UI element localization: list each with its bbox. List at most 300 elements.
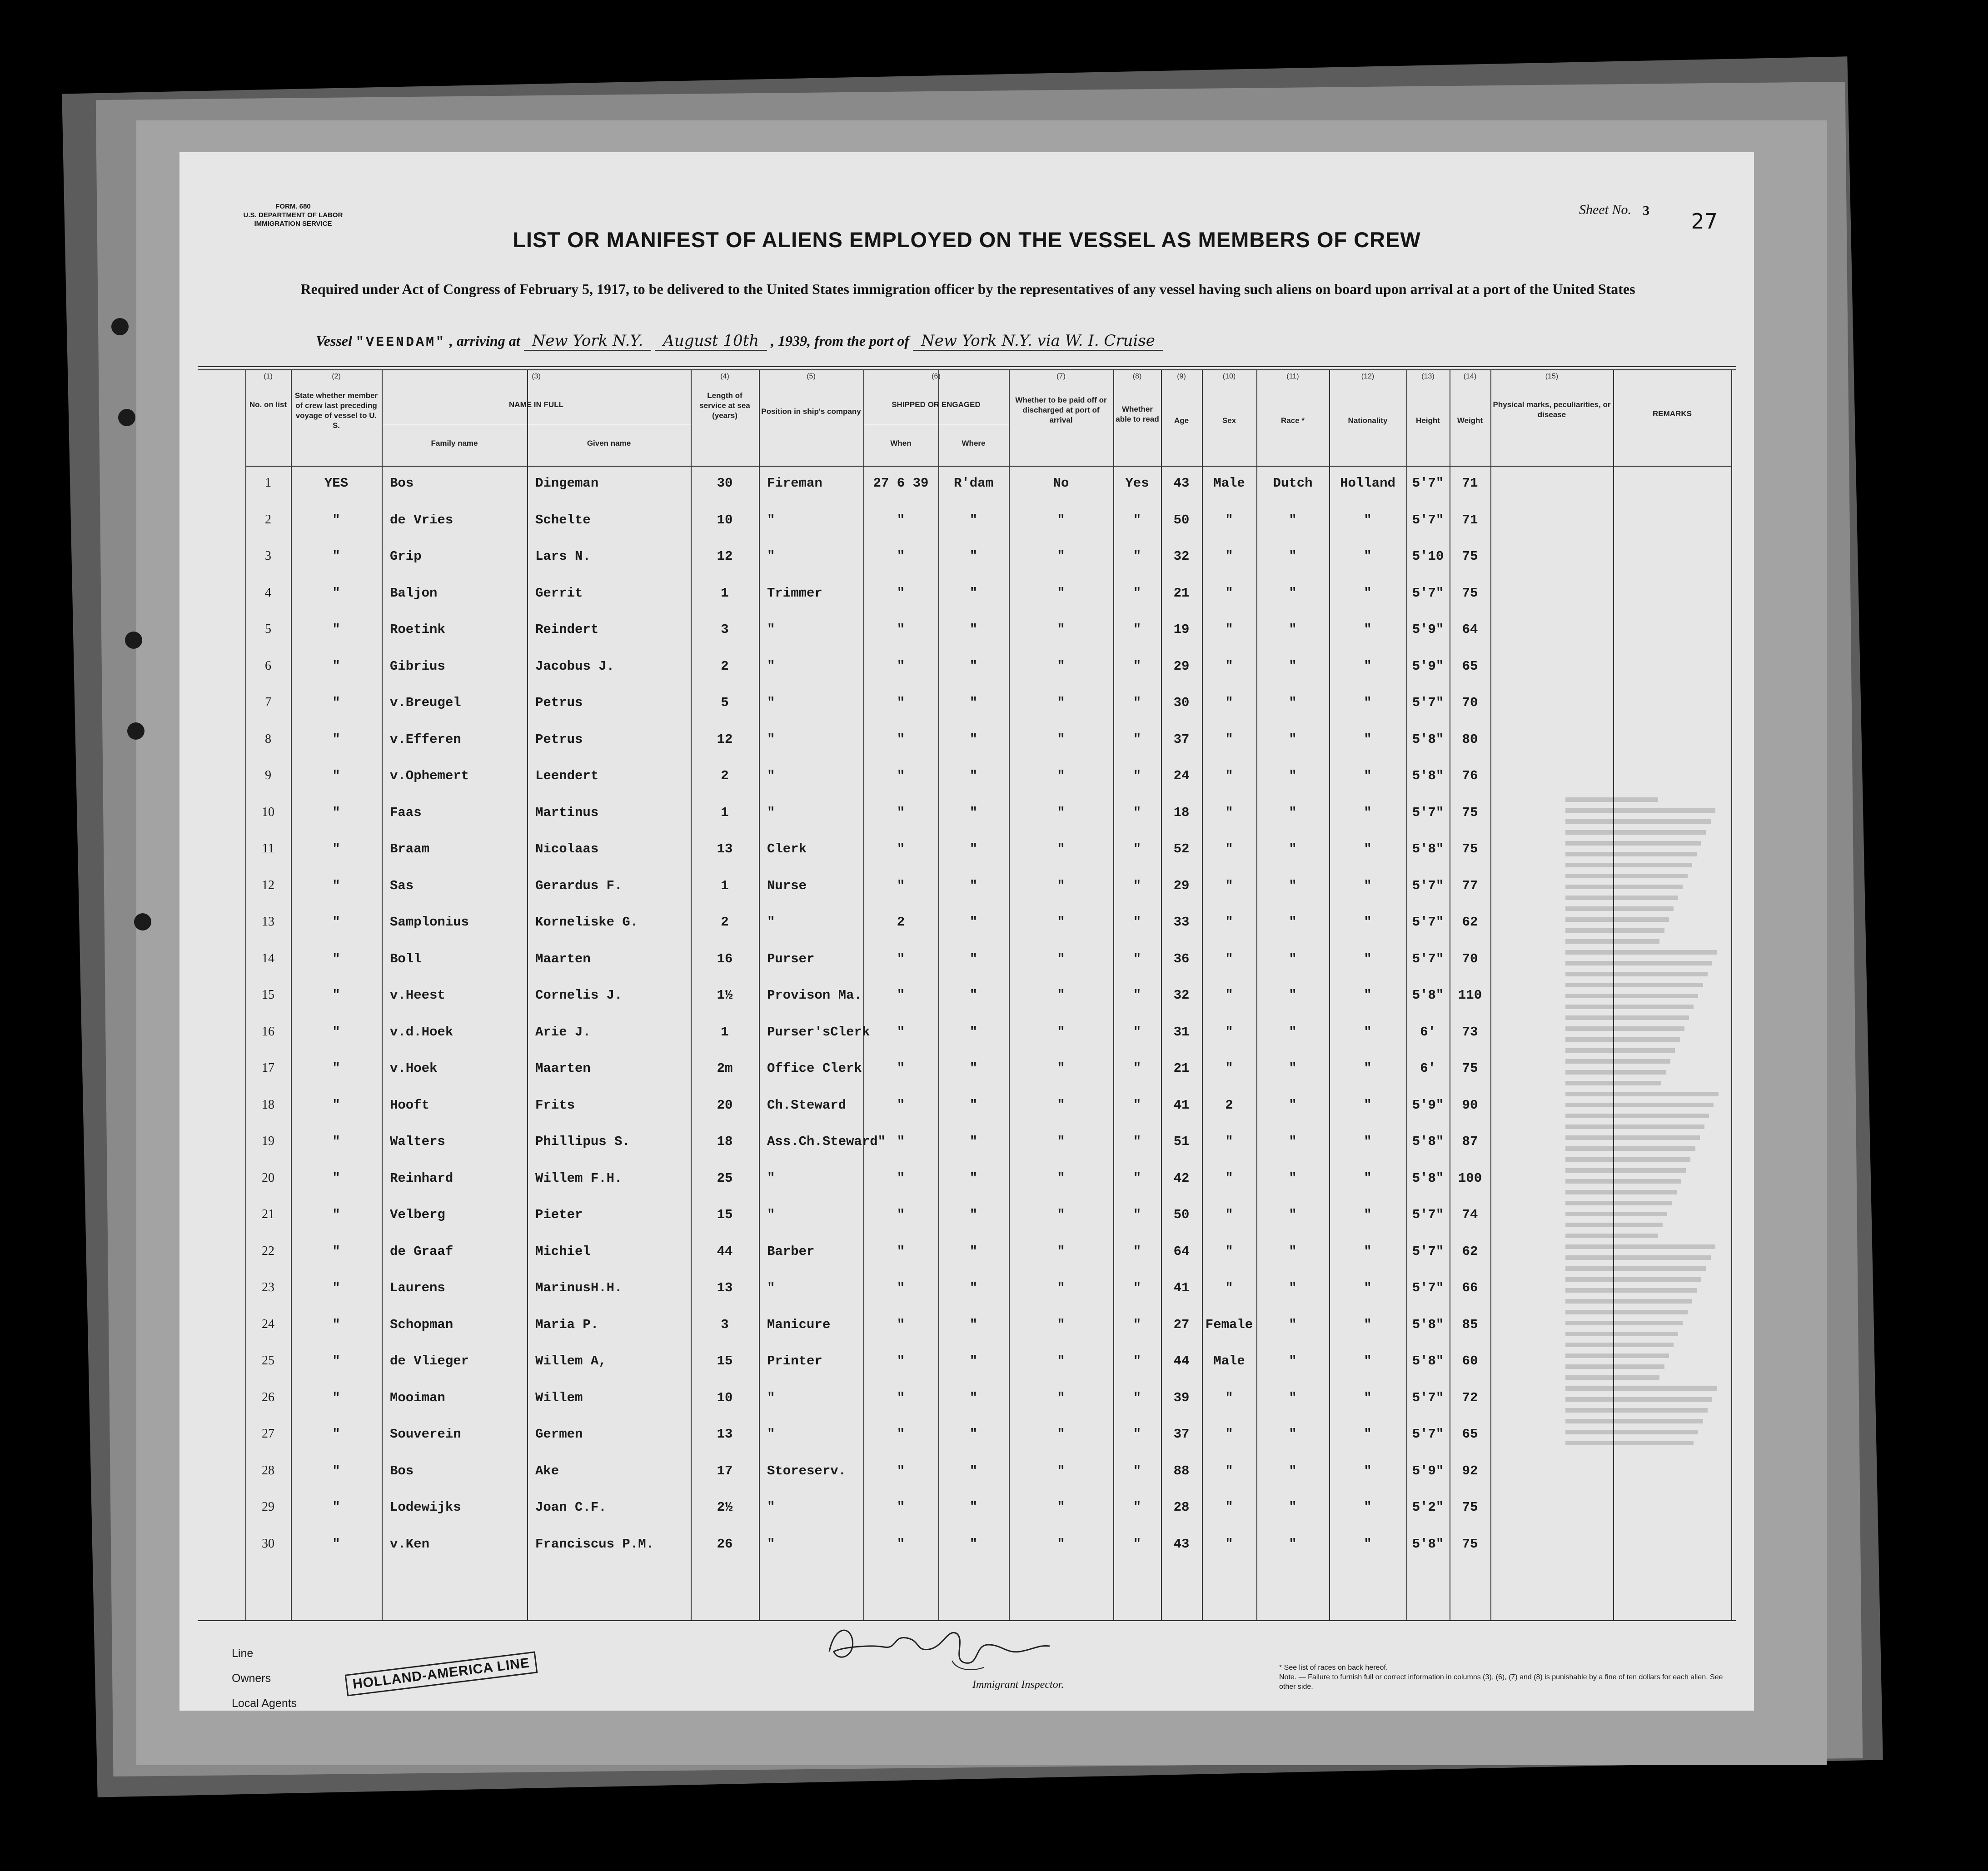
cell-sex: " <box>1225 1024 1233 1040</box>
cell-when: " <box>897 841 905 856</box>
cell-read: " <box>1133 1207 1141 1222</box>
cell-state: " <box>332 512 340 527</box>
cell-age: 27 <box>1173 1317 1190 1332</box>
cell-race: " <box>1289 695 1297 710</box>
cell-read: " <box>1133 1134 1141 1149</box>
show-through-line <box>1565 1005 1694 1009</box>
cell-weight: 75 <box>1462 805 1478 820</box>
cell-family: v.Efferen <box>390 731 461 747</box>
cell-race: " <box>1289 622 1297 637</box>
cell-family: Grip <box>390 549 422 564</box>
cell-given: Frits <box>535 1097 575 1113</box>
cell-family: Mooiman <box>390 1390 445 1405</box>
cell-no: 13 <box>262 915 274 929</box>
cell-read: " <box>1133 1061 1141 1076</box>
header-name-in-full: NAME IN FULL <box>509 400 563 409</box>
cell-height: 5'8" <box>1412 1134 1444 1149</box>
cell-when: " <box>897 1390 905 1405</box>
cell-state: " <box>332 1317 340 1332</box>
cell-height: 5'8" <box>1412 1536 1444 1552</box>
show-through-line <box>1565 1212 1667 1216</box>
show-through-line <box>1565 819 1711 824</box>
show-through-line <box>1565 1015 1689 1020</box>
form-number: FORM. 680 <box>275 203 311 210</box>
show-through-line <box>1565 1299 1692 1304</box>
cell-nationality: " <box>1364 805 1372 820</box>
cell-where: " <box>969 1280 978 1295</box>
header-position: Position in ship's company <box>761 407 861 416</box>
binder-hole <box>111 318 129 335</box>
cell-age: 33 <box>1173 915 1190 930</box>
cell-position: Purser'sClerk <box>767 1024 870 1040</box>
header-sex: Sex <box>1222 416 1236 425</box>
cell-weight: 62 <box>1462 1244 1478 1259</box>
cell-height: 5'7" <box>1412 1427 1444 1442</box>
cell-position: " <box>767 512 775 527</box>
cell-weight: 76 <box>1462 768 1478 783</box>
cell-paid: " <box>1057 1500 1065 1515</box>
cell-age: 64 <box>1173 1244 1190 1259</box>
cell-height: 5'9" <box>1412 622 1444 637</box>
cell-state: " <box>332 585 340 601</box>
cell-sex: " <box>1225 695 1233 710</box>
cell-weight: 90 <box>1462 1097 1478 1113</box>
cell-race: " <box>1289 1390 1297 1405</box>
cell-no: 29 <box>262 1500 274 1514</box>
cell-age: 30 <box>1173 695 1190 710</box>
cell-paid: " <box>1057 1134 1065 1149</box>
cell-length: 17 <box>717 1463 733 1478</box>
cell-nationality: " <box>1364 1353 1372 1368</box>
cell-weight: 80 <box>1462 731 1478 747</box>
show-through-line <box>1565 1397 1712 1402</box>
cell-sex: " <box>1225 1170 1233 1186</box>
cell-race: " <box>1289 841 1297 856</box>
cell-height: 5'7" <box>1412 805 1444 820</box>
cell-paid: " <box>1057 1427 1065 1442</box>
cell-family: de Graaf <box>390 1244 453 1259</box>
cell-no: 27 <box>262 1427 274 1441</box>
cell-height: 5'8" <box>1412 1353 1444 1368</box>
cell-weight: 65 <box>1462 1427 1478 1442</box>
cell-no: 8 <box>265 731 271 746</box>
cell-race: " <box>1289 1317 1297 1332</box>
show-through-line <box>1565 917 1669 922</box>
cell-race: " <box>1289 1207 1297 1222</box>
cell-where: " <box>969 1390 978 1405</box>
cell-nationality: " <box>1364 1244 1372 1259</box>
cell-when: " <box>897 731 905 747</box>
cell-read: " <box>1133 1463 1141 1478</box>
show-through-line <box>1565 1168 1686 1173</box>
cell-nationality: " <box>1364 951 1372 966</box>
cell-read: " <box>1133 731 1141 747</box>
show-through-line <box>1565 852 1697 856</box>
table-top-rule <box>198 369 1736 370</box>
cell-where: " <box>969 658 978 674</box>
cell-sex: " <box>1225 1536 1233 1552</box>
cell-no: 21 <box>262 1207 274 1221</box>
cell-height: 5'7" <box>1412 1390 1444 1405</box>
document-title: LIST OR MANIFEST OF ALIENS EMPLOYED ON THE VESSEL AS MEMBERS OF CREW <box>513 228 1421 252</box>
cell-paid: " <box>1057 878 1065 893</box>
show-through-line <box>1565 1059 1670 1064</box>
cell-where: " <box>969 695 978 710</box>
show-through-line <box>1565 1048 1675 1053</box>
cell-nationality: " <box>1364 1317 1372 1332</box>
show-through-line <box>1565 841 1701 846</box>
cell-family: v.Ophemert <box>390 768 469 783</box>
cell-height: 5'8" <box>1412 731 1444 747</box>
cell-no: 7 <box>265 695 271 709</box>
cell-length: 1 <box>721 805 729 820</box>
cell-read: " <box>1133 1280 1141 1295</box>
binder-hole <box>118 409 135 426</box>
cell-position: " <box>767 695 775 710</box>
cell-position: " <box>767 915 775 930</box>
cell-race: " <box>1289 768 1297 783</box>
cell-length: 15 <box>717 1353 733 1368</box>
cell-race: " <box>1289 915 1297 930</box>
cell-weight: 75 <box>1462 1061 1478 1076</box>
cell-where: " <box>969 622 978 637</box>
cell-weight: 75 <box>1462 1500 1478 1515</box>
cell-no: 28 <box>262 1463 274 1478</box>
cell-race: " <box>1289 1500 1297 1515</box>
column-number: (2) <box>332 373 341 380</box>
cell-state: " <box>332 951 340 966</box>
column-number: (15) <box>1545 373 1559 380</box>
cell-age: 18 <box>1173 805 1190 820</box>
cell-when: " <box>897 1536 905 1552</box>
show-through-line <box>1565 1386 1717 1391</box>
cell-height: 5'7" <box>1412 951 1444 966</box>
cell-length: 2 <box>721 915 729 930</box>
cell-where: " <box>969 768 978 783</box>
cell-age: 50 <box>1173 1207 1190 1222</box>
cell-where: " <box>969 1024 978 1040</box>
cell-race: Dutch <box>1273 476 1313 491</box>
cell-paid: " <box>1057 1536 1065 1552</box>
cell-paid: No <box>1053 476 1069 491</box>
show-through-line <box>1565 1146 1695 1151</box>
cell-weight: 64 <box>1462 622 1478 637</box>
show-through-line <box>1565 961 1712 965</box>
arrival-date: August 10th <box>655 332 767 351</box>
cell-sex: " <box>1225 622 1233 637</box>
header-given-name: Given name <box>587 439 631 448</box>
header-age: Age <box>1174 416 1189 425</box>
cell-given: Martinus <box>535 805 599 820</box>
cell-state: " <box>332 1024 340 1040</box>
cell-when: " <box>897 512 905 527</box>
cell-no: 16 <box>262 1024 274 1039</box>
cell-race: " <box>1289 1244 1297 1259</box>
cell-nationality: " <box>1364 878 1372 893</box>
show-through-line <box>1565 1190 1677 1194</box>
cell-age: 29 <box>1173 658 1190 674</box>
cell-nationality: " <box>1364 1024 1372 1040</box>
vessel-label: Vessel <box>316 333 352 349</box>
header-physical-marks: Physical marks, peculiarities, or disease <box>1493 400 1611 419</box>
cell-where: " <box>969 1170 978 1186</box>
cell-age: 19 <box>1173 622 1190 637</box>
cell-where: " <box>969 1317 978 1332</box>
cell-position: Ch.Steward <box>767 1097 847 1113</box>
cell-where: " <box>969 549 978 564</box>
vessel-line <box>316 332 1163 350</box>
cell-weight: 92 <box>1462 1463 1478 1478</box>
cell-height: 5'8" <box>1412 1317 1444 1332</box>
cell-race: " <box>1289 585 1297 601</box>
cell-position: Purser <box>767 951 815 966</box>
column-rule <box>1731 369 1732 1620</box>
cell-height: 5'7" <box>1412 1207 1444 1222</box>
cell-sex: " <box>1225 1207 1233 1222</box>
cell-race: " <box>1289 951 1297 966</box>
cell-height: 5'7" <box>1412 585 1444 601</box>
cell-given: Korneliske G. <box>535 915 638 930</box>
cell-read: " <box>1133 1024 1141 1040</box>
cell-given: Reindert <box>535 622 599 637</box>
cell-age: 29 <box>1173 878 1190 893</box>
cell-when: 2 <box>897 915 905 930</box>
cell-read: " <box>1133 622 1141 637</box>
cell-race: " <box>1289 1097 1297 1113</box>
show-through-line <box>1565 1103 1714 1107</box>
inspector-signature <box>820 1620 1056 1674</box>
cell-race: " <box>1289 549 1297 564</box>
cell-height: 5'10 <box>1412 549 1444 564</box>
cell-state: " <box>332 1536 340 1552</box>
header-shipped-or-engaged: SHIPPED OR ENGAGED <box>892 400 981 409</box>
cell-when: " <box>897 1244 905 1259</box>
show-through-line <box>1565 1125 1704 1129</box>
cell-race: " <box>1289 1353 1297 1368</box>
cell-position: " <box>767 1170 775 1186</box>
cell-height: 5'7" <box>1412 512 1444 527</box>
cell-nationality: " <box>1364 768 1372 783</box>
cell-position: Provison Ma. <box>767 988 862 1003</box>
footer-notes <box>1279 1663 1729 1692</box>
cell-given: Gerrit <box>535 585 583 601</box>
cell-family: Velberg <box>390 1207 445 1222</box>
cell-read: " <box>1133 951 1141 966</box>
cell-age: 88 <box>1173 1463 1190 1478</box>
cell-state: " <box>332 1463 340 1478</box>
cell-sex: " <box>1225 1390 1233 1405</box>
cell-paid: " <box>1057 512 1065 527</box>
cell-state: " <box>332 1353 340 1368</box>
cell-where: " <box>969 878 978 893</box>
show-through-line <box>1565 1310 1688 1314</box>
show-through-line <box>1565 1266 1706 1271</box>
cell-sex: " <box>1225 731 1233 747</box>
cell-family: Bos <box>390 1463 414 1478</box>
cell-when: " <box>897 805 905 820</box>
cell-height: 6' <box>1420 1024 1436 1040</box>
cell-position: Trimmer <box>767 585 822 601</box>
show-through-line <box>1565 1244 1715 1249</box>
cell-read: " <box>1133 585 1141 601</box>
cell-position: " <box>767 1390 775 1405</box>
cell-state: " <box>332 1390 340 1405</box>
cell-nationality: " <box>1364 841 1372 856</box>
cell-where: " <box>969 731 978 747</box>
cell-no: 3 <box>265 549 271 563</box>
cell-race: " <box>1289 1170 1297 1186</box>
cell-given: Michiel <box>535 1244 591 1259</box>
cell-family: Baljon <box>390 585 438 601</box>
column-number: (10) <box>1222 373 1236 380</box>
cell-height: 5'7" <box>1412 915 1444 930</box>
cell-where: " <box>969 1536 978 1552</box>
cell-age: 24 <box>1173 768 1190 783</box>
table-top-rule <box>198 366 1736 367</box>
cell-family: Bos <box>390 476 414 491</box>
cell-given: Leendert <box>535 768 599 783</box>
cell-paid: " <box>1057 585 1065 601</box>
cell-position: Office Clerk <box>767 1061 862 1076</box>
cell-given: Cornelis J. <box>535 988 623 1003</box>
cell-sex: " <box>1225 951 1233 966</box>
cell-weight: 71 <box>1462 512 1478 527</box>
cell-race: " <box>1289 1427 1297 1442</box>
cell-weight: 75 <box>1462 549 1478 564</box>
sheet-number-label: Sheet No. <box>1579 202 1631 217</box>
cell-read: " <box>1133 915 1141 930</box>
show-through-line <box>1565 1179 1681 1184</box>
cell-length: 12 <box>717 731 733 747</box>
show-through-line <box>1565 1343 1674 1347</box>
cell-sex: " <box>1225 1500 1233 1515</box>
cell-paid: " <box>1057 951 1065 966</box>
cell-age: 28 <box>1173 1500 1190 1515</box>
column-number: (9) <box>1177 373 1186 380</box>
cell-length: 1 <box>721 1024 729 1040</box>
cell-length: 10 <box>717 512 733 527</box>
cell-read: " <box>1133 1170 1141 1186</box>
cell-sex: " <box>1225 1244 1233 1259</box>
cell-height: 5'7" <box>1412 695 1444 710</box>
cell-family: Reinhard <box>390 1170 453 1186</box>
cell-age: 52 <box>1173 841 1190 856</box>
agent-stamp: HOLLAND-AMERICA LINE <box>345 1651 538 1696</box>
cell-paid: " <box>1057 622 1065 637</box>
cell-nationality: " <box>1364 1390 1372 1405</box>
cell-length: 15 <box>717 1207 733 1222</box>
cell-read: " <box>1133 1097 1141 1113</box>
cell-length: 5 <box>721 695 729 710</box>
header-length-of-service: Length of service at sea (years) <box>699 391 750 420</box>
cell-when: " <box>897 549 905 564</box>
cell-length: 1½ <box>717 988 733 1003</box>
cell-given: Franciscus P.M. <box>535 1536 654 1552</box>
from-port-label: from the port of <box>814 333 910 349</box>
cell-weight: 66 <box>1462 1280 1478 1295</box>
cell-read: " <box>1133 1500 1141 1515</box>
cell-position: Nurse <box>767 878 807 893</box>
races-note: * See list of races on back hereof. <box>1279 1664 1388 1672</box>
cell-no: 2 <box>265 512 271 527</box>
cell-nationality: Holland <box>1340 476 1395 491</box>
cell-position: Barber <box>767 1244 815 1259</box>
cell-family: v.Hoek <box>390 1061 438 1076</box>
binder-hole <box>134 913 151 931</box>
cell-paid: " <box>1057 1244 1065 1259</box>
cell-state: " <box>332 1427 340 1442</box>
show-through-line <box>1565 1408 1708 1413</box>
cell-sex: Female <box>1205 1317 1253 1332</box>
binder-hole <box>127 722 144 740</box>
cell-position: " <box>767 549 775 564</box>
cell-given: Petrus <box>535 695 583 710</box>
cell-height: 5'9" <box>1412 1097 1444 1113</box>
show-through-line <box>1565 939 1659 944</box>
cell-race: " <box>1289 1280 1297 1295</box>
cell-no: 12 <box>262 878 274 892</box>
cell-given: Phillipus S. <box>535 1134 630 1149</box>
cell-paid: " <box>1057 841 1065 856</box>
departure-port: New York N.Y. via W. I. Cruise <box>913 332 1163 351</box>
cell-given: Maarten <box>535 951 591 966</box>
cell-when: " <box>897 1097 905 1113</box>
cell-family: Boll <box>390 951 422 966</box>
cell-sex: " <box>1225 1427 1233 1442</box>
show-through-line <box>1565 1070 1666 1075</box>
cell-state: " <box>332 731 340 747</box>
cell-sex: " <box>1225 1463 1233 1478</box>
header-nationality: Nationality <box>1348 416 1388 425</box>
cell-nationality: " <box>1364 988 1372 1003</box>
inspector-label: Immigrant Inspector. <box>972 1679 1064 1691</box>
cell-when: " <box>897 1353 905 1368</box>
cell-paid: " <box>1057 1024 1065 1040</box>
show-through-line <box>1565 1234 1658 1238</box>
cell-given: Arie J. <box>535 1024 591 1040</box>
column-number: (14) <box>1463 373 1477 380</box>
show-through-line <box>1565 896 1678 900</box>
cell-family: Faas <box>390 805 422 820</box>
header-height: Height <box>1416 416 1440 425</box>
cell-given: Willem F.H. <box>535 1170 623 1186</box>
cell-length: 30 <box>717 476 733 491</box>
cell-given: Lars N. <box>535 549 591 564</box>
cell-state: " <box>332 1134 340 1149</box>
cell-given: Gerardus F. <box>535 878 623 893</box>
cell-race: " <box>1289 1536 1297 1552</box>
cell-nationality: " <box>1364 549 1372 564</box>
cell-paid: " <box>1057 1170 1065 1186</box>
cell-nationality: " <box>1364 658 1372 674</box>
cell-position: " <box>767 731 775 747</box>
cell-family: v.d.Hoek <box>390 1024 453 1040</box>
header-when: When <box>890 439 912 448</box>
cell-paid: " <box>1057 915 1065 930</box>
cell-length: 26 <box>717 1536 733 1552</box>
cell-age: 43 <box>1173 476 1190 491</box>
cell-race: " <box>1289 512 1297 527</box>
header-able-to-read: Whether able to read <box>1116 405 1159 423</box>
line-label: Line <box>232 1647 254 1660</box>
cell-state: " <box>332 841 340 856</box>
cell-no: 25 <box>262 1353 274 1368</box>
cell-read: " <box>1133 1536 1141 1552</box>
cell-family: Souverein <box>390 1427 461 1442</box>
cell-no: 18 <box>262 1097 274 1112</box>
cell-weight: 87 <box>1462 1134 1478 1149</box>
cell-state: " <box>332 695 340 710</box>
